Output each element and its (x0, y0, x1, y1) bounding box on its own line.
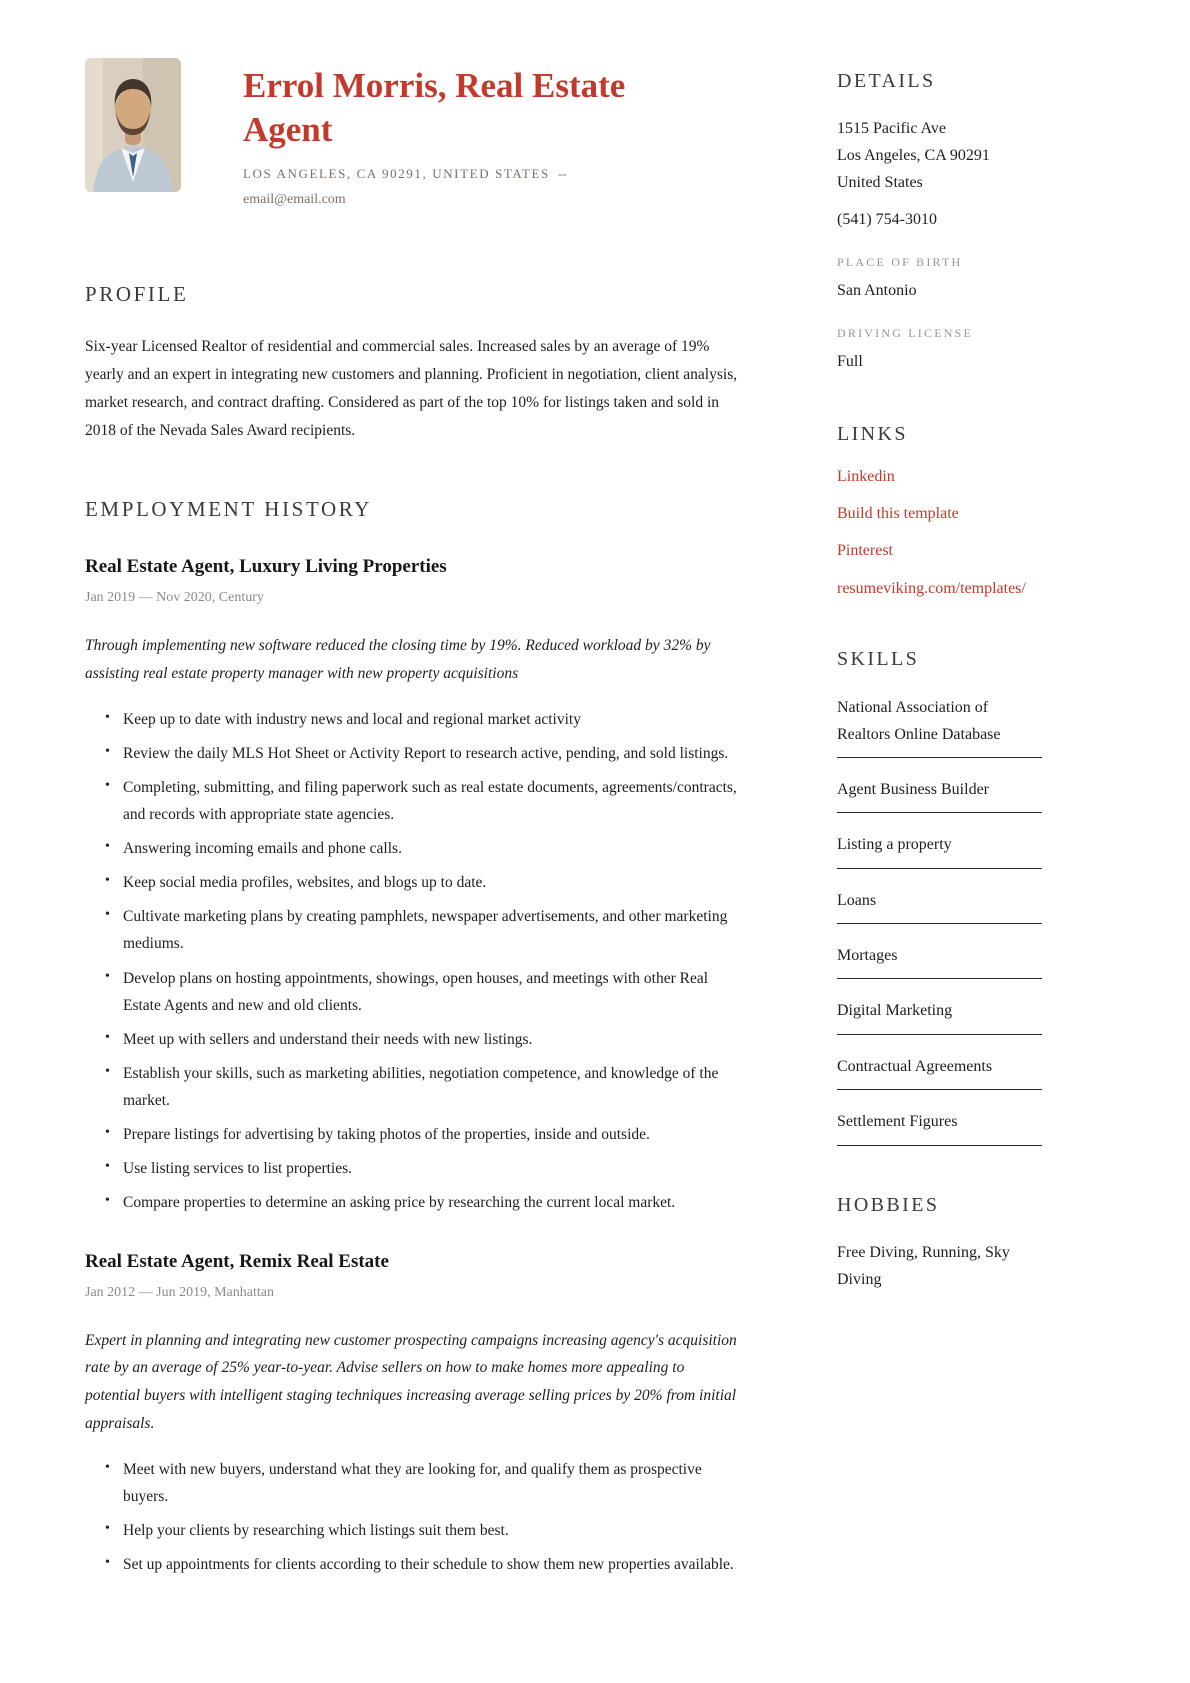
links-list (837, 466, 1105, 601)
location-text: LOS ANGELES, CA 90291, UNITED STATES (243, 166, 550, 182)
profile-photo (85, 58, 181, 192)
bullet-item: • Answering incoming emails and phone calls. (85, 835, 742, 862)
skills-list (837, 695, 1105, 1146)
job-entry-1 (85, 556, 742, 1217)
links-heading: LINKS (837, 422, 908, 445)
profile-section (85, 282, 742, 445)
bullet-item: • Help your clients by researching which listings suit them best. (85, 1517, 742, 1544)
portrait-photo-image (85, 58, 181, 192)
bullet-item: • Use listing services to list properties. (85, 1155, 742, 1182)
employment-heading: EMPLOYMENT HISTORY (85, 496, 372, 521)
skills-heading: SKILLS (837, 648, 920, 671)
skill-item: Listing a property (837, 832, 1042, 868)
main-column (85, 58, 742, 1623)
bullet-item: • Completing, submitting, and filing paperwork such as real estate documents, agreements/contracts, and records with appropriate state agencies. (85, 774, 742, 828)
page-title: Errol Morris, Real Estate Agent (243, 66, 626, 150)
job-bullet-list (85, 706, 742, 1217)
job-dates: Jan 2012 — Jun 2019, Manhattan (85, 1284, 274, 1300)
email-link[interactable]: email@email.com (243, 192, 346, 208)
address-line: Los Angeles, CA 90291 (837, 147, 990, 165)
link-resumeviking-templates[interactable]: resumeviking.com/templates/ (837, 579, 1026, 597)
skill-item: Loans (837, 888, 1042, 924)
bullet-item: • Establish your skills, such as marketing abilities, negotiation competence, and knowledge of the market. (85, 1060, 742, 1114)
sidebar-column (837, 58, 1105, 1623)
hobbies-text: Free Diving, Running, Sky Diving (837, 1243, 1010, 1288)
profile-heading: PROFILE (85, 282, 189, 307)
skill-item: Digital Marketing (837, 998, 1042, 1034)
address-line: United States (837, 174, 923, 192)
bullet-item: • Meet up with sellers and understand their needs with new listings. (85, 1026, 742, 1053)
skill-item: Agent Business Builder (837, 777, 1042, 813)
bullet-item: • Prepare listings for advertising by taking photos of the properties, inside and outside. (85, 1121, 742, 1148)
bullet-item: • Meet with new buyers, understand what they are looking for, and qualify them as prospective buyers. (85, 1456, 742, 1510)
link-build-this-template[interactable]: Build this template (837, 504, 959, 522)
bullet-item: • Keep up to date with industry news and local and regional market activity (85, 706, 742, 733)
skill-item: National Association of Realtors Online Database (837, 695, 1042, 758)
contact-line (243, 166, 703, 182)
job-summary: Through implementing new software reduced the closing time by 19%. Reduced workload by 32% by assisting real estate property manager with new property acquisitions (85, 636, 711, 682)
job-dates: Jan 2019 — Nov 2020, Century (85, 589, 264, 605)
skills-section (837, 648, 1105, 1146)
link-linkedin[interactable]: Linkedin (837, 467, 895, 485)
address-block (837, 115, 1105, 197)
bullet-item: • Develop plans on hosting appointments, showings, open houses, and meetings with other Real Estate Agents and new and old clients. (85, 965, 742, 1019)
link-pinterest[interactable]: Pinterest (837, 542, 893, 560)
links-section (837, 423, 1105, 601)
driving-license-value: Full (837, 352, 863, 370)
profile-text: Six-year Licensed Realtor of residential and commercial sales. Increased sales by an average of 19% yearly and an expert in integrating new customers and planning. Proficient in negotiation, client analysis, market research, and contract drafting. Considered as part of the top 10% for listings taken and sold in 2018 of the Nevada Sales Award recipients. (85, 338, 738, 439)
hobbies-section (837, 1194, 1105, 1293)
job-title: Real Estate Agent, Remix Real Estate (85, 1250, 389, 1272)
address-line: 1515 Pacific Ave (837, 120, 947, 137)
bullet-item: • Review the daily MLS Hot Sheet or Activity Report to research active, pending, and sold listings. (85, 740, 742, 767)
skill-item: Contractual Agreements (837, 1054, 1042, 1090)
header-text (243, 58, 703, 208)
driving-license-label: DRIVING LICENSE (837, 325, 973, 340)
place-of-birth-value: San Antonio (837, 281, 917, 299)
details-section (837, 70, 1105, 371)
bullet-item: • Compare properties to determine an asking price by researching the current local market. (85, 1189, 742, 1216)
bullet-item: • Cultivate marketing plans by creating pamphlets, newspaper advertisements, and other marketing mediums. (85, 903, 742, 957)
skill-item: Mortages (837, 943, 1042, 979)
place-of-birth-label: PLACE OF BIRTH (837, 254, 963, 269)
resume-header (85, 58, 742, 208)
details-heading: DETAILS (837, 70, 936, 92)
job-bullet-list (85, 1456, 742, 1579)
hobbies-heading: HOBBIES (837, 1193, 940, 1216)
bullet-item: • Set up appointments for clients according to their schedule to show them new properties available. (85, 1551, 742, 1578)
job-title: Real Estate Agent, Luxury Living Properties (85, 555, 447, 577)
phone-number: (541) 754-3010 (837, 210, 937, 228)
bullet-item: • Keep social media profiles, websites, and blogs up to date. (85, 869, 742, 896)
skill-item: Settlement Figures (837, 1109, 1042, 1145)
contact-separator: -- (557, 166, 567, 182)
employment-section (85, 497, 742, 1579)
job-entry-2 (85, 1251, 742, 1579)
job-summary: Expert in planning and integrating new customer prospecting campaigns increasing agency's acquisition rate by an average of 25% year-to-year. Advise sellers on how to make homes more appealing to potential buyers with intelligent staging techniques increasing average selling prices by 20% from initial appraisals. (85, 1331, 737, 1433)
